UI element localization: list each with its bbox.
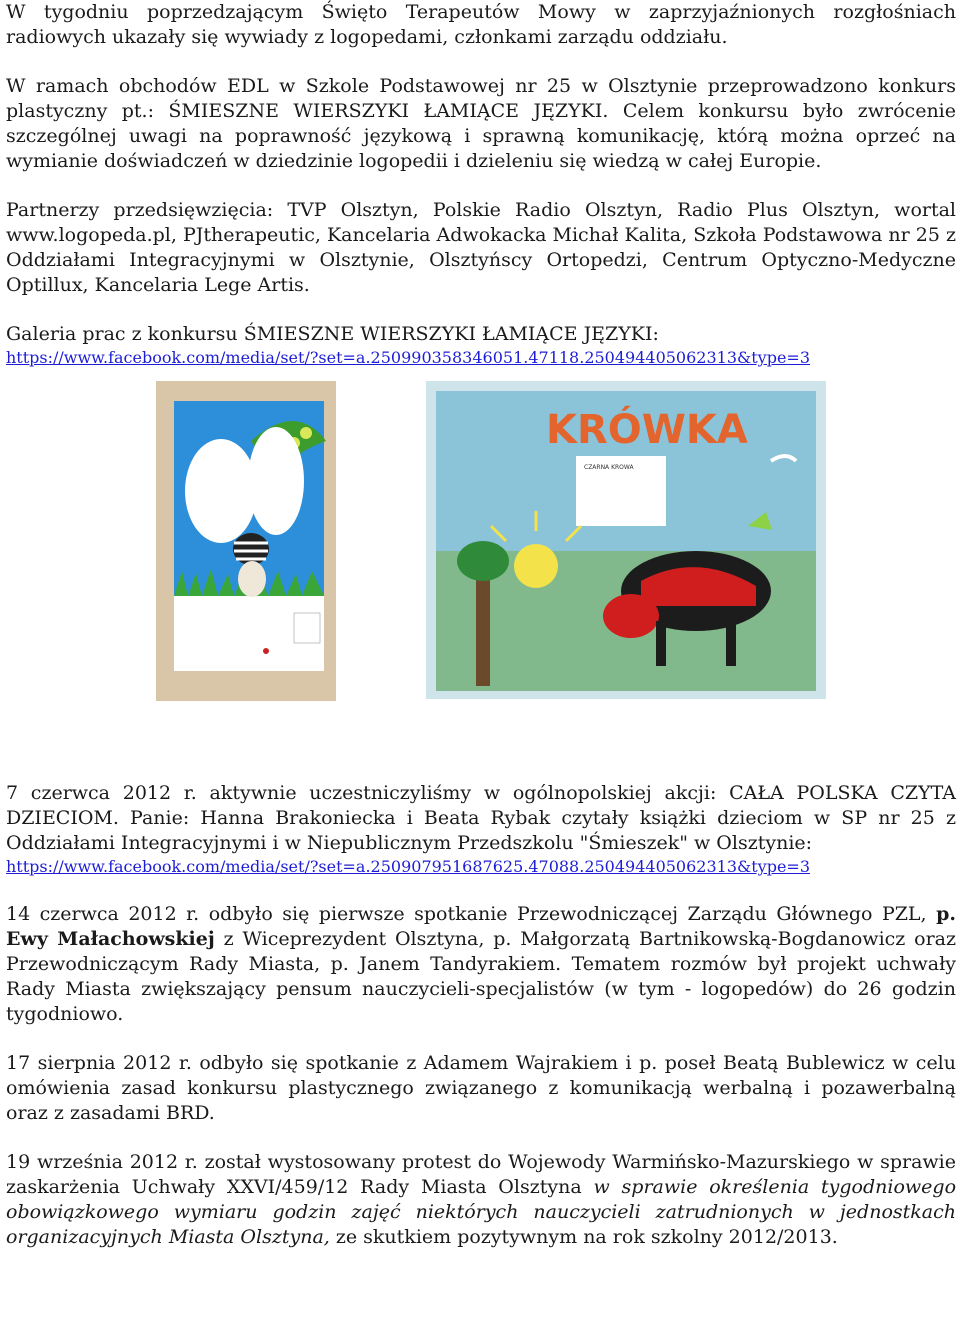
protest-text-2: ze skutkiem pozytywnym na rok szkolny 2012/2013. — [335, 1226, 838, 1248]
paragraph-partners: Partnerzy przedsięwzięcia: TVP Olsztyn, Polskie Radio Olsztyn, Radio Plus Olsztyn, wortal www.logopeda.pl, PJtherapeutic, Kancelaria Adwokacka Michał Kalita, Szkoła Podstawowa nr 25 z Oddziałami Integracyjnymi w Olsztynie, Olsztyńscy Ortopedzi, Centrum Optyczno-Medyczne Optillux, Kancelaria Lege Artis. — [6, 199, 956, 296]
protest-resolution-title: w sprawie określenia tygodniowego obowiązkowego wymiaru godzin zajęć niektórych nauczycieli zatrudnionych w jednostkach organizacyjnych Miasta Olsztyna, — [6, 1176, 957, 1248]
gallery-link-contest[interactable]: https://www.facebook.com/media/set/?set=a.250990358346051.47118.250494405062313&type=3 — [6, 348, 811, 367]
paragraph-reading-campaign: 7 czerwca 2012 r. aktywnie uczestniczyliśmy w ogólnopolskiej akcji: CAŁA POLSKA CZYTA DZIECIOM. Panie: Hanna Brakoniecka i Beata Rybak czytały książki dzieciom w SP nr 25 z Oddziałami Integracyjnymi i w Niepublicznym Przedszkolu "Śmieszek" w Olsztynie: — [6, 782, 956, 854]
protest-text-1: 19 września 2012 r. został wystosowany protest do Wojewody Warmińsko-Mazurskiego w sprawie zaskarżenia Uchwały XXVI/459/12 Rady Miasta Olsztyna — [6, 1151, 956, 1198]
paragraph-contest: W ramach obchodów EDL w Szkole Podstawowej nr 25 w Olsztynie przeprowadzono konkurs plastyczny pt.: ŚMIESZNE WIERSZYKI ŁAMIĄCE JĘZYKI. Celem konkursu było zwrócenie szczególnej uwagi na poprawność językową i sprawną komunikację, którą można oprzeć na wymianie doświadczeń w dziedzinie logopedii i dzieleniu się wiedzą w całej Europie. — [6, 75, 956, 172]
artwork-title-text: KRÓWKA — [546, 407, 748, 453]
artwork-photo-cow — [426, 381, 826, 699]
meeting-june-name: p. Ewy Małachowskiej — [6, 903, 956, 950]
document-page — [6, 0, 956, 1250]
paragraph-protest-september — [6, 1150, 956, 1250]
poem-title-text: CZARNA KROWA — [584, 464, 634, 471]
paragraph-gallery-intro: Galeria prac z konkursu ŚMIESZNE WIERSZYKI ŁAMIĄCE JĘZYKI: — [6, 323, 659, 345]
paragraph-radio-interviews: W tygodniu poprzedzającym Święto Terapeutów Mowy w zaprzyjaźnionych rozgłośniach radiowych ukazały się wywiady z logopedami, członkami zarządu oddziału. — [6, 1, 956, 48]
photo-gallery — [6, 381, 956, 781]
artwork-photo-bunny — [156, 381, 336, 701]
paragraph-meeting-august: 17 sierpnia 2012 r. odbyło się spotkanie z Adamem Wajrakiem i p. poseł Beatą Bublewicz w celu omówienia zasad konkursu plastycznego związanego z komunikacją werbalną i pozawerbalną oraz z zasadami BRD. — [6, 1052, 956, 1124]
paragraph-meeting-june — [6, 902, 956, 1027]
meeting-june-text-1: 14 czerwca 2012 r. odbyło się pierwsze spotkanie Przewodniczącej Zarządu Głównego PZL, — [6, 903, 927, 925]
gallery-link-reading[interactable]: https://www.facebook.com/media/set/?set=a.250907951687625.47088.250494405062313&type=3 — [6, 857, 811, 876]
meeting-june-text-2: z Wiceprezydent Olsztyna, p. Małgorzatą Bartnikowską-Bogdanowicz oraz Przewodniczącym Rady Miasta, p. Janem Tandyrakiem. Tematem rozmów był projekt uchwały Rady Miasta zwiększający pensum nauczycieli-specjalistów (w tym - logopedów) do 26 godzin tygodniowo. — [6, 928, 957, 1025]
